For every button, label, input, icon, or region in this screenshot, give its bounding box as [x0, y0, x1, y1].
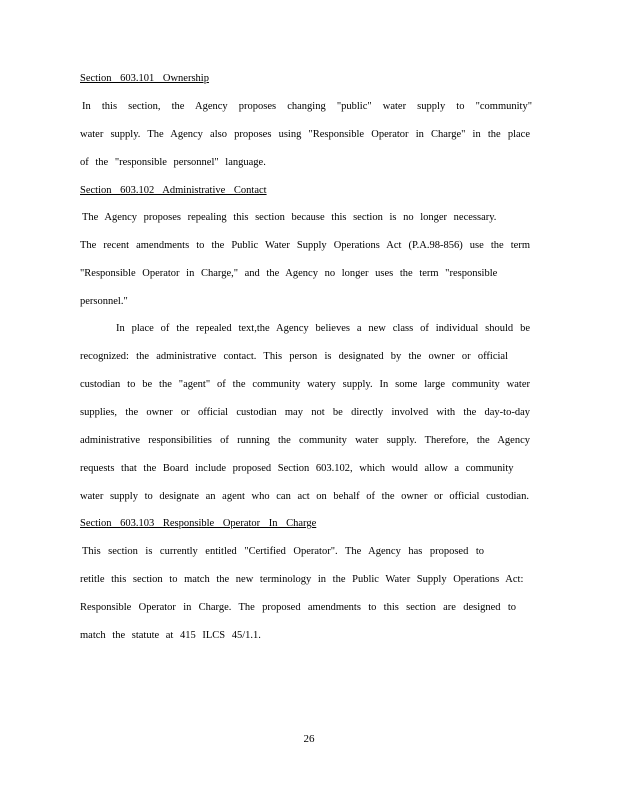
text-line: In place of the repealed text,the Agency believes a new class of individual should be	[116, 323, 530, 334]
text-line: supplies, the owner or official custodian may not be directly involved with the day-to-day	[80, 407, 530, 418]
section-heading-603-101: Section 603.101 Ownership	[80, 73, 209, 84]
text-line: The recent amendments to the Public Water Supply Operations Act (P.A.98-856) use the term	[80, 240, 530, 251]
text-line: This section is currently entitled "Certified Operator". The Agency has proposed to	[82, 546, 484, 557]
text-line: In this section, the Agency proposes changing "public" water supply to "community"	[82, 101, 532, 112]
text-line: water supply. The Agency also proposes using "Responsible Operator in Charge" in the place	[80, 129, 530, 140]
text-line: custodian to be the "agent" of the community watery supply. In some large community water	[80, 379, 530, 390]
text-line: match the statute at 415 ILCS 45/1.1.	[80, 630, 261, 641]
text-line: "Responsible Operator in Charge," and the Agency no longer uses the term "responsible	[80, 268, 498, 279]
text-line: administrative responsibilities of running the community water supply. Therefore, the Agency	[80, 435, 530, 446]
page-number: 26	[303, 733, 315, 745]
text-line: water supply to designate an agent who can act on behalf of the owner or official custodian.	[80, 491, 529, 502]
text-line: Responsible Operator in Charge. The proposed amendments to this section are designed to	[80, 602, 516, 613]
text-line: personnel."	[80, 296, 128, 307]
text-line: requests that the Board include proposed Section 603.102, which would allow a community	[80, 463, 514, 474]
section-heading-603-102: Section 603.102 Administrative Contact	[80, 185, 267, 196]
text-line: of the "responsible personnel" language.	[80, 157, 266, 168]
text-line: recognized: the administrative contact. This person is designated by the owner or official	[80, 351, 508, 362]
text-line: retitle this section to match the new terminology in the Public Water Supply Operations Act:	[80, 574, 524, 585]
section-heading-603-103: Section 603.103 Responsible Operator In Charge	[80, 518, 317, 529]
text-line: The Agency proposes repealing this section because this section is no longer necessary.	[82, 212, 497, 223]
